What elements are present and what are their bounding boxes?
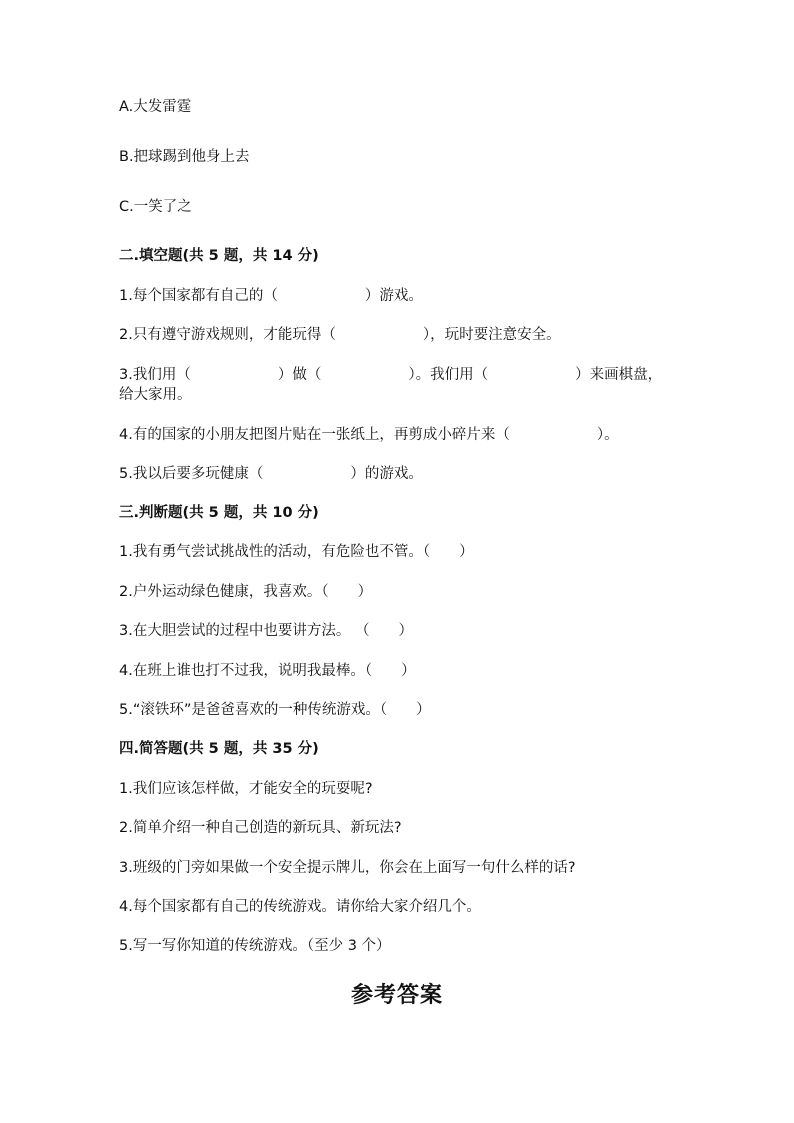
option-c: C.一笑了之 <box>119 199 192 215</box>
fill-blank-item-4: 4.有的国家的小朋友把图片贴在一张纸上，再剪成小碎片来（ ）。 <box>119 427 619 443</box>
option-a: A.大发雷霆 <box>119 99 192 115</box>
option-b: B.把球踢到他身上去 <box>119 149 250 165</box>
fill-blank-item-5: 5.我以后要多玩健康（ ）的游戏。 <box>119 466 423 482</box>
short-answer-heading: 四.简答题(共 5 题，共 35 分) <box>119 741 319 757</box>
short-answer-item-2: 2.简单介绍一种自己创造的新玩具、新玩法? <box>119 820 402 836</box>
answer-key-title: 参考答案 <box>350 982 443 1008</box>
fill-blank-item-2: 2.只有遵守游戏规则，才能玩得（ ），玩时要注意安全。 <box>119 327 561 343</box>
short-answer-item-4: 4.每个国家都有自己的传统游戏。请你给大家介绍几个。 <box>119 899 481 915</box>
true-false-item-1: 1.我有勇气尝试挑战性的活动，有危险也不管。（ ） <box>119 544 474 560</box>
short-answer-item-5: 5.写一写你知道的传统游戏。（至少 3 个） <box>119 938 391 954</box>
short-answer-item-1: 1.我们应该怎样做，才能安全的玩耍呢? <box>119 781 373 797</box>
true-false-item-3: 3.在大胆尝试的过程中也要讲方法。 （ ） <box>119 623 413 639</box>
true-false-item-2: 2.户外运动绿色健康，我喜欢。（ ） <box>119 584 373 600</box>
true-false-item-4: 4.在班上谁也打不过我，说明我最棒。（ ） <box>119 663 416 679</box>
true-false-item-5: 5.“滚铁环”是爸爸喜欢的一种传统游戏。（ ） <box>119 702 431 718</box>
short-answer-item-3: 3.班级的门旁如果做一个安全提示牌儿，你会在上面写一句什么样的话? <box>119 860 576 876</box>
fill-blank-item-3: 3.我们用（ ）做（ ）。我们用（ ）来画棋盘，给大家用。 <box>119 367 663 403</box>
fill-blank-heading: 二.填空题(共 5 题，共 14 分) <box>119 248 319 264</box>
true-false-heading: 三.判断题(共 5 题，共 10 分) <box>119 505 319 521</box>
fill-blank-item-1: 1.每个国家都有自己的（ ）游戏。 <box>119 288 423 304</box>
